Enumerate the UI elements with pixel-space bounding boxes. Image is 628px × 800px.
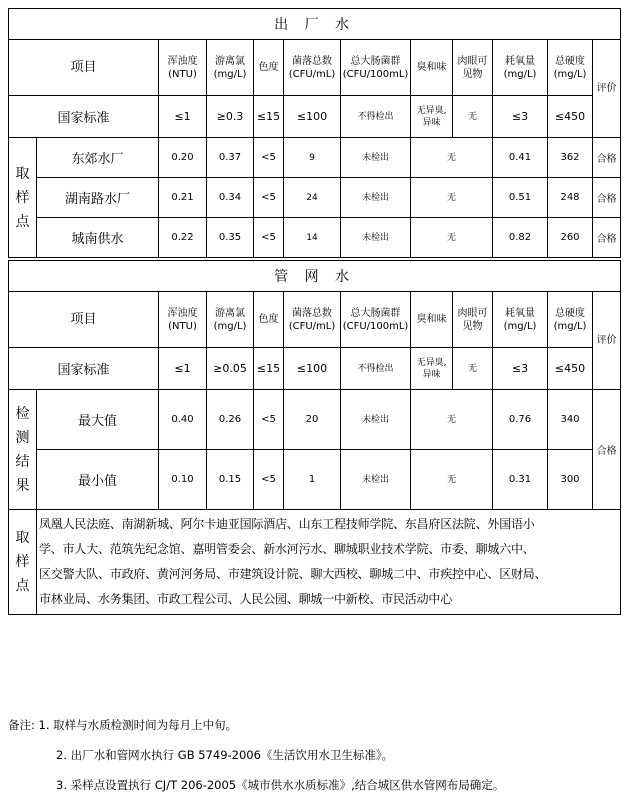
result-name: 最大值 [37,390,159,450]
table-row [9,218,621,258]
header-turbidity: 浑浊度 (NTU) [159,40,207,96]
standard-color: ≤15 [254,96,284,138]
notes-prefix: 备注: [8,718,35,732]
standard-odor: 无异臭, 异味 [411,348,453,390]
standard-visible: 无 [453,348,493,390]
factory-water-table [8,8,621,258]
coliform-value: 未检出 [341,178,411,218]
eval-value: 合格 [593,218,621,258]
oxygen-value: 0.51 [493,178,548,218]
chlorine-value: 0.15 [207,450,254,510]
turbidity-value: 0.10 [159,450,207,510]
color-value: <5 [254,450,284,510]
standard-chlorine: ≥0.3 [207,96,254,138]
standard-bacteria: ≤100 [284,348,341,390]
hardness-value: 260 [548,218,593,258]
oxygen-value: 0.82 [493,218,548,258]
eval-value: 合格 [593,178,621,218]
table-row [9,178,621,218]
odor-visible-value: 无 [411,450,493,510]
color-value: <5 [254,218,284,258]
network-water-table [8,260,621,615]
header-oxygen: 耗氧量 (mg/L) [493,292,548,348]
header-eval: 评价 [593,40,621,138]
chlorine-value: 0.26 [207,390,254,450]
bacteria-value: 24 [284,178,341,218]
sample-sites-line: 区交警大队、市政府、黄河河务局、市建筑设计院、聊大西校、聊城二中、市疾控中心、区财局、 [39,567,547,581]
sample-sites-list [37,510,621,615]
chlorine-value: 0.37 [207,138,254,178]
header-color: 色度 [254,292,284,348]
table-row [9,450,621,510]
header-coliform: 总大肠菌群 (CFU/100mL) [341,292,411,348]
oxygen-value: 0.76 [493,390,548,450]
factory-water-title: 出 厂 水 [9,9,621,40]
standard-oxygen: ≤3 [493,96,548,138]
turbidity-value: 0.21 [159,178,207,218]
header-oxygen: 耗氧量 (mg/L) [493,40,548,96]
standard-coliform: 不得检出 [341,348,411,390]
odor-visible-value: 无 [411,178,493,218]
color-value: <5 [254,138,284,178]
color-value: <5 [254,178,284,218]
header-item: 项目 [9,40,159,96]
hardness-value: 300 [548,450,593,510]
result-name: 最小值 [37,450,159,510]
odor-visible-value: 无 [411,390,493,450]
site-name: 东郊水厂 [37,138,159,178]
bacteria-value: 20 [284,390,341,450]
sites-group-label: 取 样 点 [9,510,37,615]
header-item: 项目 [9,292,159,348]
network-water-title: 管 网 水 [9,261,621,292]
result-group-label: 检 测 结 果 [9,390,37,510]
standard-color: ≤15 [254,348,284,390]
sample-sites-line: 学、市人大、范筑先纪念馆、嘉明管委会、新水河污水、聊城职业技术学院、市委、聊城六中、 [39,542,535,556]
standard-turbidity: ≤1 [159,96,207,138]
coliform-value: 未检出 [341,450,411,510]
standard-bacteria: ≤100 [284,96,341,138]
header-eval: 评价 [593,292,621,390]
header-hardness: 总硬度 (mg/L) [548,292,593,348]
odor-visible-value: 无 [411,218,493,258]
eval-value: 合格 [593,138,621,178]
site-name: 湖南路水厂 [37,178,159,218]
notes-section [8,710,620,800]
coliform-value: 未检出 [341,390,411,450]
hardness-value: 248 [548,178,593,218]
note-item: 3. 采样点设置执行 CJ/T 206-2005《城市供水水质标准》,结合城区供水管网布局确定。 [56,778,505,792]
header-color: 色度 [254,40,284,96]
coliform-value: 未检出 [341,218,411,258]
table-row [9,138,621,178]
oxygen-value: 0.41 [493,138,548,178]
header-chlorine: 游离氯 (mg/L) [207,40,254,96]
turbidity-value: 0.20 [159,138,207,178]
turbidity-value: 0.40 [159,390,207,450]
header-odor: 臭和味 [411,292,453,348]
standard-hardness: ≤450 [548,348,593,390]
turbidity-value: 0.22 [159,218,207,258]
header-odor: 臭和味 [411,40,453,96]
site-name: 城南供水 [37,218,159,258]
odor-visible-value: 无 [411,138,493,178]
standard-hardness: ≤450 [548,96,593,138]
standard-chlorine: ≥0.05 [207,348,254,390]
eval-value: 合格 [593,390,621,510]
chlorine-value: 0.35 [207,218,254,258]
header-visible: 肉眼可 见物 [453,292,493,348]
water-quality-report [8,8,620,615]
standard-oxygen: ≤3 [493,348,548,390]
note-item: 2. 出厂水和管网水执行 GB 5749-2006《生活饮用水卫生标准》。 [56,748,394,762]
header-visible: 肉眼可 见物 [453,40,493,96]
standard-visible: 无 [453,96,493,138]
standard-label: 国家标准 [9,96,159,138]
table-row [9,390,621,450]
standard-odor: 无异臭, 异味 [411,96,453,138]
sample-sites-line: 市林业局、水务集团、市政工程公司、人民公园、聊城一中新校、市民活动中心 [39,592,453,606]
standard-label: 国家标准 [9,348,159,390]
standard-coliform: 不得检出 [341,96,411,138]
bacteria-value: 14 [284,218,341,258]
color-value: <5 [254,390,284,450]
coliform-value: 未检出 [341,138,411,178]
header-coliform: 总大肠菌群 (CFU/100mL) [341,40,411,96]
bacteria-value: 9 [284,138,341,178]
oxygen-value: 0.31 [493,450,548,510]
header-chlorine: 游离氯 (mg/L) [207,292,254,348]
hardness-value: 340 [548,390,593,450]
bacteria-value: 1 [284,450,341,510]
note-item: 备注: 1. 取样与水质检测时间为每月上中旬。 [8,718,238,732]
header-bacteria: 菌落总数 (CFU/mL) [284,292,341,348]
header-bacteria: 菌落总数 (CFU/mL) [284,40,341,96]
header-turbidity: 浑浊度 (NTU) [159,292,207,348]
hardness-value: 362 [548,138,593,178]
sample-sites-line: 凤凰人民法庭、南湖新城、阿尔卡迪亚国际酒店、山东工程技师学院、东昌府区法院、外国语小 [39,517,535,531]
header-hardness: 总硬度 (mg/L) [548,40,593,96]
sample-group-label: 取 样 点 [9,138,37,258]
chlorine-value: 0.34 [207,178,254,218]
standard-turbidity: ≤1 [159,348,207,390]
